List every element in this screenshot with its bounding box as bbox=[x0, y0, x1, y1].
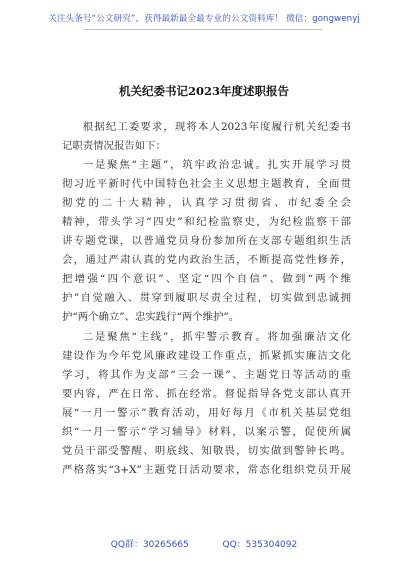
body-line: 精神，带头学习“四史”和纪检监察史，为纪检监察干部 bbox=[62, 216, 351, 229]
body-line: 建设作为今年党风廉政建设工作重点，抓紧抓实廉洁文化 bbox=[62, 349, 351, 362]
footer-qq-group: QQ群：30265665 bbox=[110, 540, 189, 550]
header-note: 关注头条号“公文研究”，获得最新最全最专业的公文资料库！ 微信：gongwenyj bbox=[48, 14, 360, 24]
body-line: 彻习近平新时代中国特色社会主义思想主题教育，全面贯 bbox=[62, 178, 351, 191]
body-line: 二是聚焦“主线”，抓牢警示教育。将加强廉洁文化 bbox=[82, 330, 351, 343]
footer-contact bbox=[0, 537, 408, 550]
body-line: 彻党的二十大精神，认真学习贯彻省、市纪委全会 bbox=[62, 197, 351, 210]
body-line: 护”自觉融入、贯穿到履职尽责全过程，切实做到忠诚拥 bbox=[62, 292, 351, 305]
footer-qq-number: QQ：535304092 bbox=[222, 540, 298, 550]
body-line: 讲专题党课，以普通党员身份参加所在支部专题组织生活 bbox=[62, 235, 351, 248]
body-line: 记职责情况报告如下： bbox=[62, 140, 166, 153]
body-line: 要内容，严在日常、抓在经常。督促指导各党支部认真开 bbox=[62, 387, 351, 400]
body-line: 根据纪工委要求，现将本人2023年度履行机关纪委书 bbox=[82, 121, 351, 133]
body-line: 严格落实“3+X”主题党日活动要求，常态化组织党员开展 bbox=[62, 463, 351, 476]
body-line: 学习，将其作为支部“三会一课”、主题党日等活动的重 bbox=[62, 368, 351, 381]
body-line: 护“两个确立”、忠实践行“两个维护”。 bbox=[62, 311, 240, 324]
header-divider bbox=[84, 29, 322, 30]
body-line: 展“一月一警示”教育活动，用好每月《市机关基层党组 bbox=[62, 406, 351, 419]
document-body bbox=[62, 118, 351, 480]
body-line: 把增强“四个意识”、坚定“四个自信”、做到“两个维 bbox=[62, 273, 351, 286]
body-line: 会，通过严肃认真的党内政治生活，不断提高党性修养， bbox=[62, 254, 351, 267]
document-title: 机关纪委书记2023年度述职报告 bbox=[118, 84, 289, 98]
body-line: 一是聚焦“主题”，筑牢政治忠诚。扎实开展学习贯 bbox=[82, 159, 351, 172]
body-line: 党员干部受警醒、明底线、知敬畏，切实做到警钟长鸣。 bbox=[62, 444, 351, 457]
body-line: 织“一月一警示”学习辅导》材料，以案示警，促使所属 bbox=[62, 425, 351, 438]
